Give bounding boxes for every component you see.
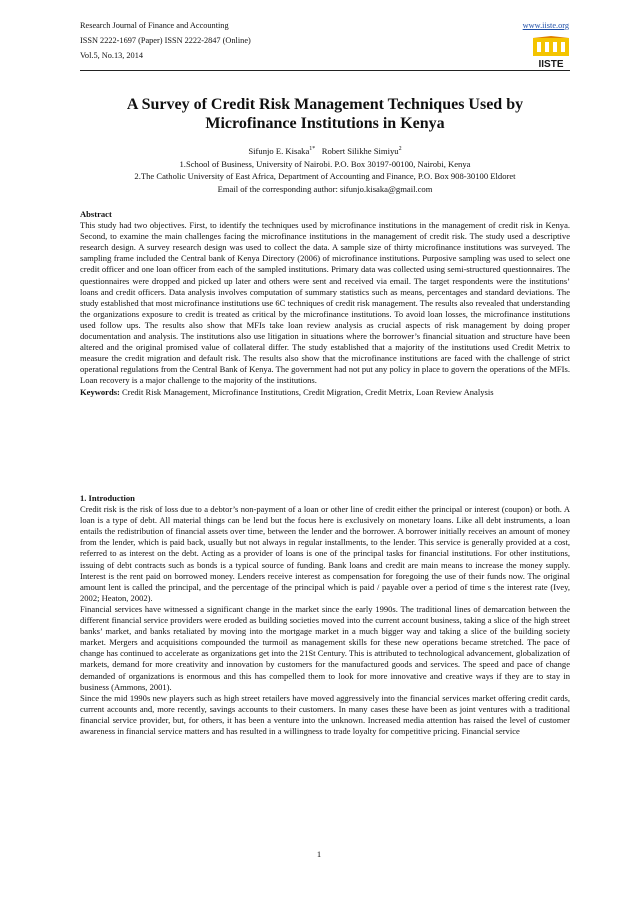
author-2: Robert Silikhe Simiyu: [321, 146, 399, 156]
intro-paragraph: Credit risk is the risk of loss due to a debtor’s non-payment of a loan or other line of credit either the principal or interest (coupon) or both. A loan is a type of debt. All material things can be lend but the focus here is exclusively on monetary loans. Like all debt instruments, a loan entails the redistribution of financial assets over time, between the lender and the borrower. A borrower initially receives an amount of money from the lender, which is paid back, usually but not always in regular installments, to the lender. This service is generally provided at a cost, referred to as interest on the debt. Acting as a provider of loans is one of the principal tasks for financial institutions. For other institutions, issuing of debt contracts such as bonds is a typical source of funding. Bank loans and credit are main means to increase the money supply. Interest is the rent paid on borrowed money. Lenders receive interest as compensation for foregoing the use of their funds now. The original amount lent is called the principal, and the percentage of the principal which is paid / payable over a period of time s the interest rate (Ivey, 2002; Heaton, 2002).: [80, 504, 570, 603]
journal-name: Research Journal of Finance and Accounting: [80, 21, 229, 30]
iiste-logo: [529, 36, 573, 70]
logo-text: IISTE: [538, 59, 564, 70]
issn-line: ISSN 2222-1697 (Paper) ISSN 2222-2847 (Online): [80, 36, 251, 45]
header-rule: [80, 70, 570, 71]
volume-line: Vol.5, No.13, 2014: [80, 51, 143, 60]
affiliation-1: 1.School of Business, University of Nairobi. P.O. Box 30197-00100, Nairobi, Kenya: [179, 159, 471, 169]
abstract-text: This study had two objectives. First, to identify the techniques used by microfinance institutions in the management of credit risk in Kenya. Second, to examine the main challenges facing the microfinance institutions in the management of credit risk. The study used a descriptive research design. A survey research design was used to collect the data. A sample size of thirty microfinance institutions was surveyed. The sampling frame included the Central bank of Kenya Directory (2006) of microfinance institutions. Purposive sampling was used to select one credit officer and one loan officer from each of the sampled institutions. Primary data was collected using semi-structured questionnaires. The questionnaires were dropped and picked up later and others were sent and received via email. The target respondents were the institutions’ loans and credit officers. Data analysis involves computation of summary statistics such as means, percentages and standard deviations. The study established that most microfinance institutions use 6C techniques of credit risk management. The results also revealed that understanding the organizations exposure to credit is treated as critical by the microfinance institutions. To avoid loan losses, the microfinance institutions used follow ups. The results also show that MFIs take loan review analysis as crucial aspects of risk management by doing proper documentation and analysis. The institutions also use litigation in situations where the borrower’s financial situation and structure have been altered and the original promised value of collateral differ. The study established that a majority of the institutions used Credit Metrix to measure the credit migration and default risk. The results also show that the microfinance institutions are faced with the challenge of strict operational regulations from the Central Bank of Kenya. The government had not put any policy in place to govern the operations of the MFIs. Loan recovery is a major challenge to the majority of the institutions.: [80, 220, 570, 386]
author-line: [60, 146, 590, 157]
introduction-heading: 1. Introduction: [80, 493, 135, 503]
keywords-label: Keywords:: [80, 386, 120, 397]
corresponding-email: Email of the corresponding author: sifunjo.kisaka@gmail.com: [217, 184, 433, 194]
author-1-sup: 1*: [309, 146, 316, 153]
introduction-section: [80, 493, 570, 737]
abstract-heading: Abstract: [80, 209, 112, 219]
author-1: Sifunjo E. Kisaka: [248, 146, 310, 156]
page-number: 1: [316, 849, 322, 859]
author-2-sup: 2: [398, 146, 402, 153]
intro-paragraph: Since the mid 1990s new players such as high street retailers have moved aggressively into the financial services market offering credit cards, current accounts and, more recently, savings accounts to their customers. In many cases these have been as joint ventures with a traditional financial service provider, but, for others, it has been a venture into the unknown. Increased media attention has raised the level of customer awareness in financial service matters and has resulted in a willingness to trade loyalty for competitive pricing. Financial service: [80, 692, 570, 736]
keywords-line: [80, 387, 570, 398]
intro-paragraph: Financial services have witnessed a significant change in the market since the early 1990s. The traditional lines of demarcation between the different financial service providers were eroded as building societies moved into the current account business, taking a slice of the high street banks’ market, and banks retaliated by moving into the mortgage market in a much bigger way and taking a slice of the building society market. Mergers and acquisitions compounded the turmoil as management skills for these new operations became stretched. The pace of change has continued to accelerate as organizations get into the 21St Century. This is attributed to technological advancement, globalization of markets, demand for more creativity and innovation by customers for the manufactured goods and services. The speed and pace of change demanded of organizations is enormous and this has compelled them to look for more innovative and creative ways if they are to stay in business (Ammons, 2001).: [80, 603, 570, 692]
paper-title: A Survey of Credit Risk Management Techniques Used by Microfinance Institutions in Kenya: [126, 96, 524, 132]
affiliation-2: 2.The Catholic University of East Africa, Department of Accounting and Finance, P.O. Box 908-30100 Eldoret: [134, 171, 516, 181]
journal-url-link[interactable]: www.iiste.org: [522, 21, 569, 30]
abstract-section: [80, 209, 570, 398]
keywords-text: Credit Risk Management, Microfinance Institutions, Credit Migration, Credit Metrix, Loan Review Analysis: [122, 386, 494, 397]
